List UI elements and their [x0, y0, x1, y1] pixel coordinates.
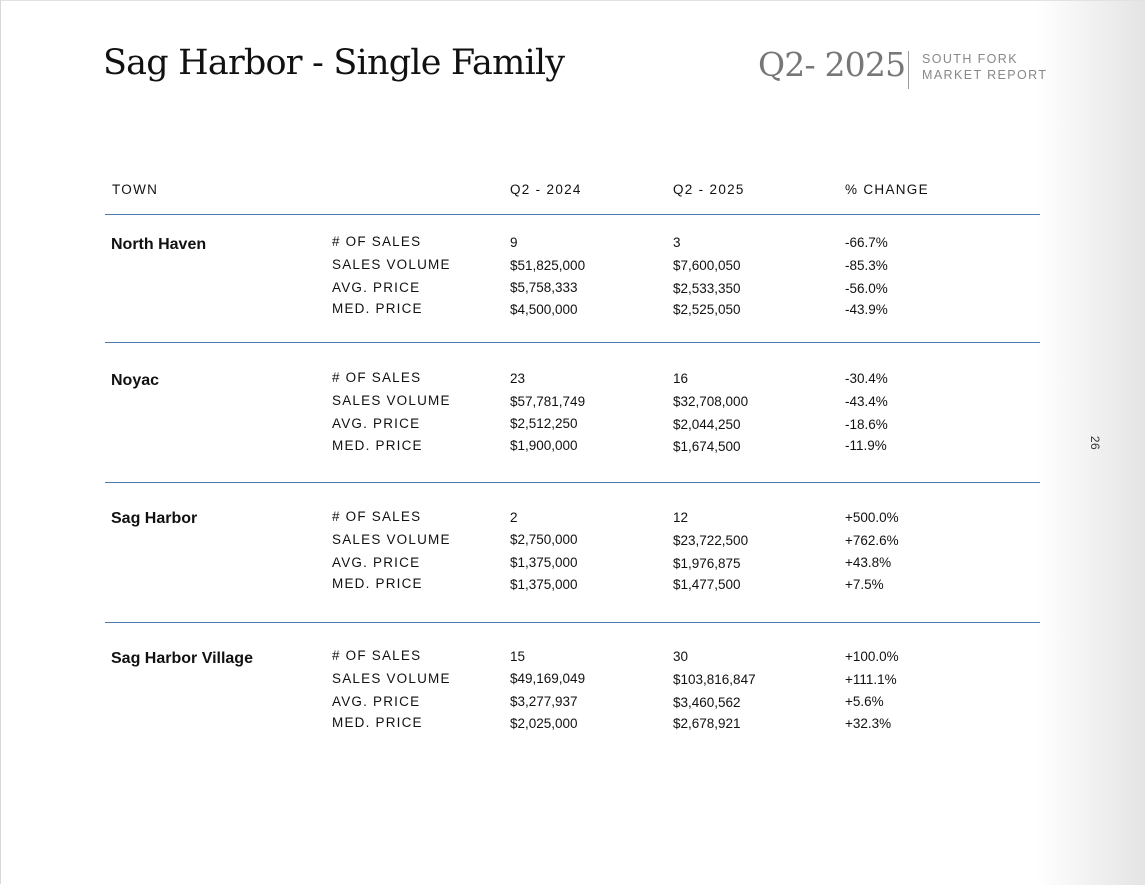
- metric-label: # OF SALES: [332, 370, 422, 385]
- value-q2-2025: $3,460,562: [673, 695, 741, 710]
- column-header-q2-2024: Q2 - 2024: [510, 182, 582, 197]
- metric-label: AVG. PRICE: [332, 694, 421, 709]
- header-divider: [908, 51, 909, 89]
- value-change: +500.0%: [845, 510, 899, 525]
- town-name: Sag Harbor: [111, 510, 198, 527]
- value-q2-2025: $32,708,000: [673, 394, 749, 409]
- town-name: North Haven: [111, 236, 207, 253]
- value-q2-2024: $5,758,333: [510, 280, 578, 295]
- page-number: 26: [1088, 435, 1102, 451]
- value-q2-2024: $3,277,937: [510, 694, 578, 709]
- metric-label: SALES VOLUME: [332, 393, 451, 408]
- value-q2-2025: $103,816,847: [673, 672, 756, 687]
- page-title: Sag Harbor - Single Family: [103, 43, 565, 83]
- value-change: -18.6%: [845, 417, 888, 432]
- metric-label: AVG. PRICE: [332, 555, 421, 570]
- value-q2-2024: $4,500,000: [510, 302, 578, 317]
- value-q2-2024: $51,825,000: [510, 258, 586, 273]
- metric-label: # OF SALES: [332, 234, 422, 249]
- value-change: +100.0%: [845, 649, 899, 664]
- value-q2-2025: 12: [673, 510, 689, 525]
- metric-label: MED. PRICE: [332, 438, 423, 453]
- value-q2-2025: $2,533,350: [673, 281, 741, 296]
- value-q2-2025: 3: [673, 235, 681, 250]
- value-q2-2024: $1,900,000: [510, 438, 578, 453]
- report-label-line2: MARKET REPORT: [922, 68, 1048, 82]
- value-change: -85.3%: [845, 258, 888, 273]
- value-change: +5.6%: [845, 694, 884, 709]
- column-header-town: TOWN: [112, 182, 159, 197]
- metric-label: MED. PRICE: [332, 301, 423, 316]
- value-q2-2025: 16: [673, 371, 689, 386]
- value-change: +32.3%: [845, 716, 892, 731]
- value-change: +7.5%: [845, 577, 884, 592]
- value-change: -30.4%: [845, 371, 888, 386]
- metric-label: SALES VOLUME: [332, 532, 451, 547]
- value-q2-2024: $2,025,000: [510, 716, 578, 731]
- value-q2-2024: 15: [510, 649, 526, 664]
- table-rule: [105, 214, 1040, 215]
- value-change: +43.8%: [845, 555, 892, 570]
- table-rule: [105, 342, 1040, 343]
- town-name: Sag Harbor Village: [111, 650, 253, 667]
- value-q2-2025: $1,477,500: [673, 577, 741, 592]
- metric-label: MED. PRICE: [332, 715, 423, 730]
- metric-label: SALES VOLUME: [332, 257, 451, 272]
- value-q2-2024: $57,781,749: [510, 394, 586, 409]
- value-q2-2025: $2,525,050: [673, 302, 741, 317]
- value-q2-2025: $7,600,050: [673, 258, 741, 273]
- value-q2-2024: $49,169,049: [510, 671, 586, 686]
- table-rule: [105, 622, 1040, 623]
- metric-label: AVG. PRICE: [332, 416, 421, 431]
- town-name: Noyac: [111, 372, 160, 389]
- value-q2-2025: 30: [673, 649, 689, 664]
- value-q2-2024: 9: [510, 235, 518, 250]
- report-label-line1: SOUTH FORK: [922, 52, 1018, 66]
- value-q2-2024: $2,750,000: [510, 532, 578, 547]
- value-q2-2024: 23: [510, 371, 526, 386]
- value-q2-2025: $23,722,500: [673, 533, 749, 548]
- value-q2-2025: $1,976,875: [673, 556, 741, 571]
- value-change: -43.9%: [845, 302, 888, 317]
- table-rule: [105, 482, 1040, 483]
- report-label: [922, 51, 1047, 83]
- metric-label: # OF SALES: [332, 509, 422, 524]
- value-q2-2025: $2,678,921: [673, 716, 741, 731]
- value-change: -43.4%: [845, 394, 888, 409]
- value-q2-2024: $1,375,000: [510, 555, 578, 570]
- metric-label: MED. PRICE: [332, 576, 423, 591]
- value-q2-2024: $2,512,250: [510, 416, 578, 431]
- column-header-q2-2025: Q2 - 2025: [673, 182, 745, 197]
- value-change: +111.1%: [845, 672, 897, 687]
- column-header-change: % CHANGE: [845, 182, 929, 197]
- report-quarter: Q2- 2025: [758, 45, 906, 84]
- value-q2-2024: $1,375,000: [510, 577, 578, 592]
- metric-label: AVG. PRICE: [332, 280, 421, 295]
- metric-label: SALES VOLUME: [332, 671, 451, 686]
- value-change: +762.6%: [845, 533, 899, 548]
- value-change: -56.0%: [845, 281, 888, 296]
- value-q2-2024: 2: [510, 510, 518, 525]
- value-q2-2025: $2,044,250: [673, 417, 741, 432]
- value-change: -66.7%: [845, 235, 888, 250]
- metric-label: # OF SALES: [332, 648, 422, 663]
- value-q2-2025: $1,674,500: [673, 439, 741, 454]
- value-change: -11.9%: [845, 438, 887, 453]
